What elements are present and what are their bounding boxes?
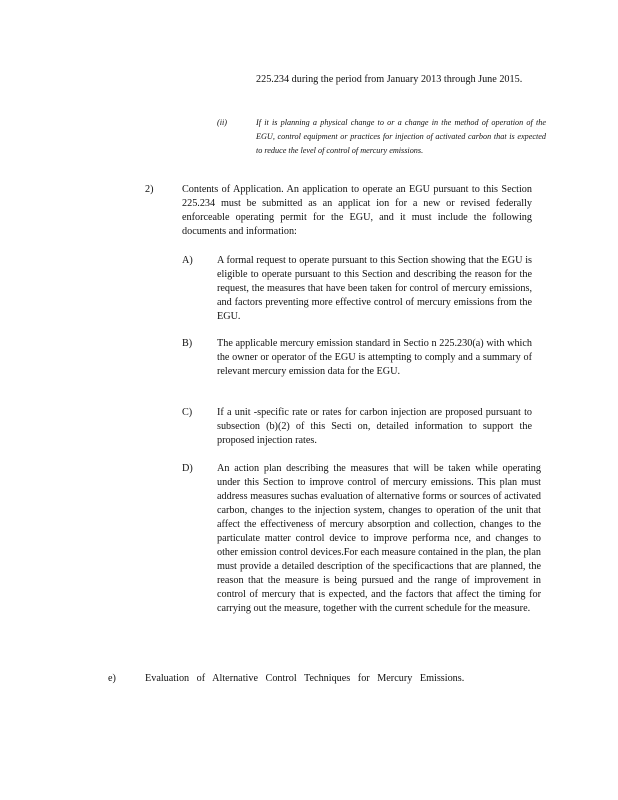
item-d-text: An action plan describing the measures that will be taken while operating under this Section to improve control of mercury emissions. This plan must address measures suchas evaluation of alternative forms or sources of activated carbon, changes to the injection system, changes to operation of the unit that affect the effectiveness of mercury absorption and collection, changes to the particulate matter control device to improve performa nce, and changes to other emission control devices.For each measure contained in the plan, the plan must provide a detailed description of the specificactions that are planned, the reason that the measure is being pursued and the range of improvement in control of mercury that is expected, and the factors that affect the timing for carrying out the measure, together with the current schedule for the measure. [217, 463, 541, 614]
intro-paragraph: 225.234 during the period from January 2013 through June 2015. [256, 74, 523, 85]
item-b-label: B) [182, 338, 193, 349]
section-e-label: e) [108, 673, 116, 684]
item-c-label: C) [182, 407, 193, 418]
item-ii-text: If it is planning a physical change to or a change in the method of operation of the EGU, control equipment or practices for injection of activated carbon that is expected to reduce the level of control of mercury emissions. [256, 118, 546, 155]
item-a-text: A formal request to operate pursuant to this Section showing that the EGU is eligible to operate pursuant to this Section and describing the reason for the request, the measures that have been taken for control of mercury emissions, and factors preventing more effective control of mercury emissions from the EGU. [217, 255, 532, 322]
item-ii-label: (ii) [217, 118, 228, 127]
item-b-text: The applicable mercury emission standard in Sectio n 225.230(a) with which the owner or operator of the EGU is attempting to comply and a summary of relevant mercury emission data for the EGU. [217, 338, 532, 377]
section-2-label: 2) [145, 184, 154, 195]
section-2-text: Contents of Application. An application to operate an EGU pursuant to this Section 225.234 must be submitted as an applicat ion for a new or revised federally enforceable operating permit for the EGU, and it must include the following documents and information: [182, 184, 532, 237]
item-d-label: D) [182, 463, 193, 474]
item-c-text: If a unit -specific rate or rates for carbon injection are proposed pursuant to subsection (b)(2) of this Secti on, detailed information to support the proposed injection rates. [217, 407, 532, 446]
item-a-label: A) [182, 255, 193, 266]
section-e-text: Evaluation of Alternative Control Techniques for Mercury Emissions. [145, 673, 465, 684]
